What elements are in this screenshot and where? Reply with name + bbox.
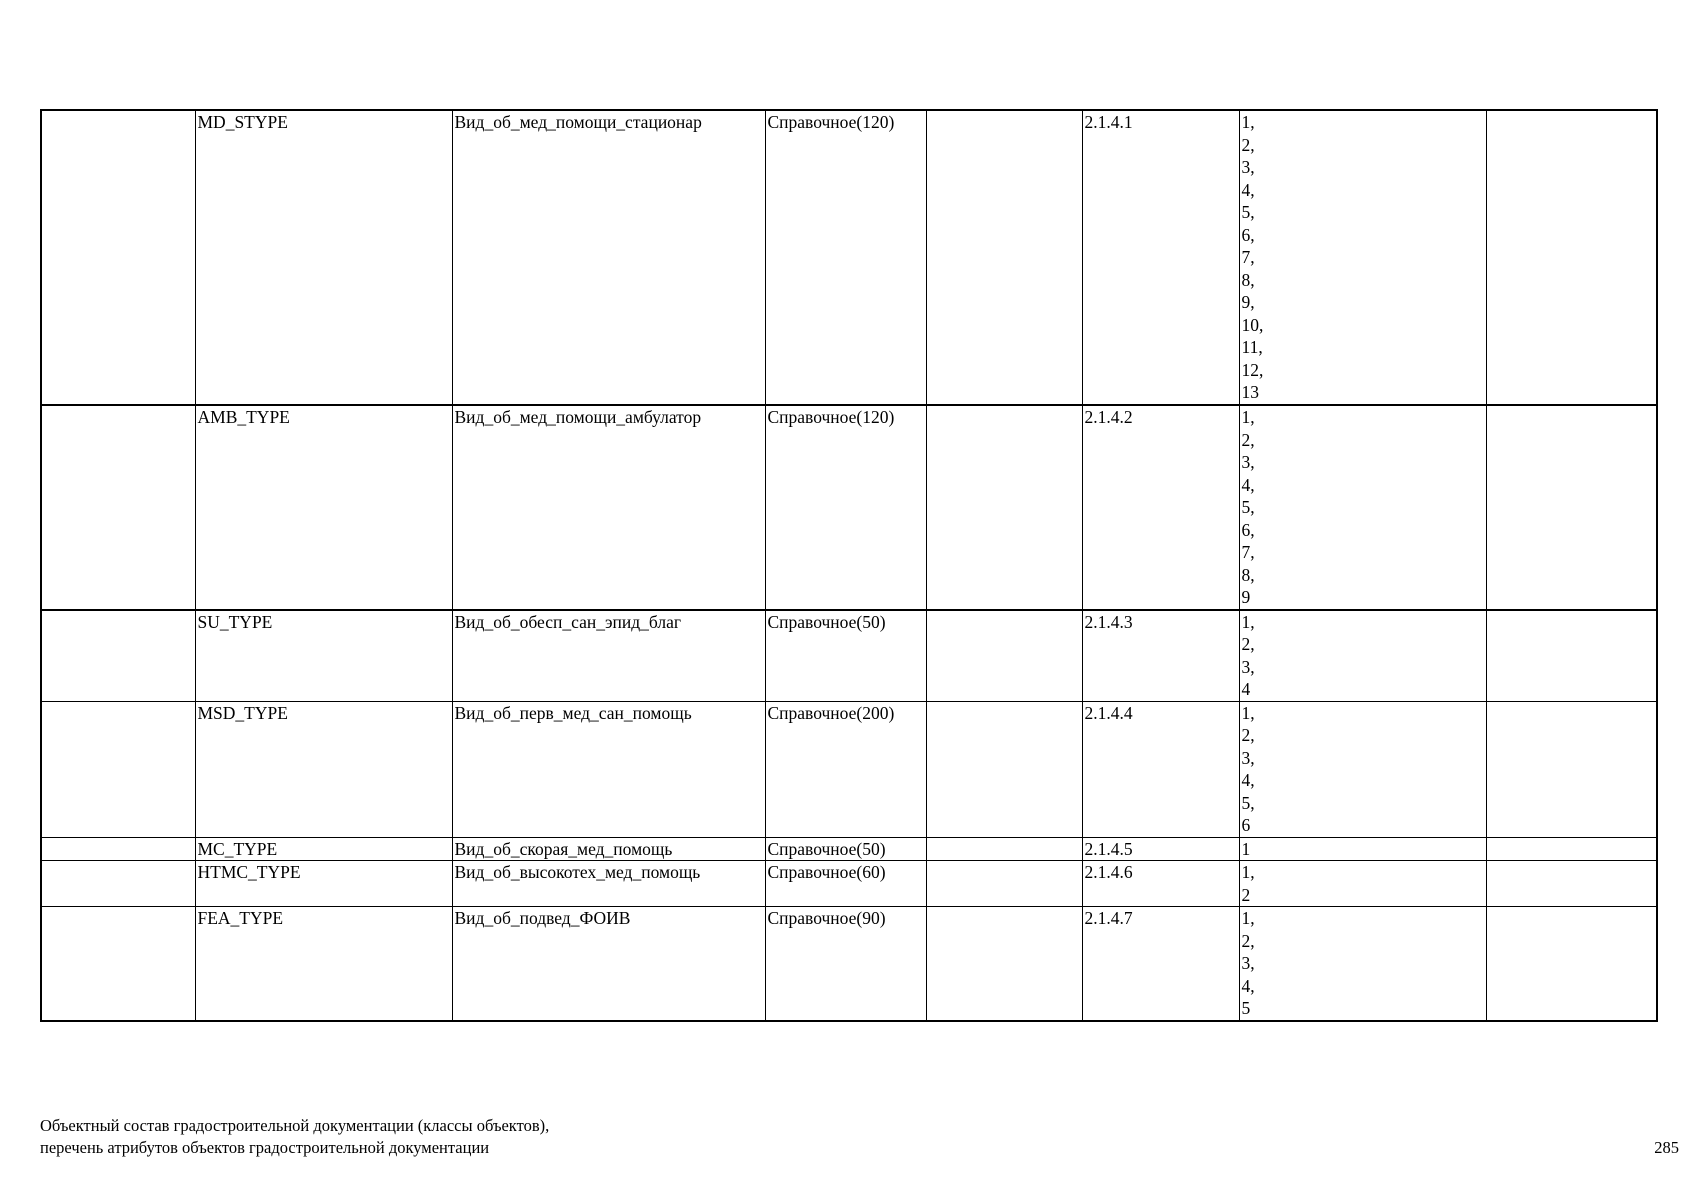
- empty-cell: [41, 405, 195, 610]
- value-item: 5,: [1241, 202, 1255, 222]
- value-item: 5,: [1241, 792, 1255, 813]
- attribute-extra: [926, 110, 1082, 405]
- attribute-name: Вид_об_обесп_сан_эпид_благ: [452, 610, 765, 702]
- attribute-code: HTMC_TYPE: [195, 861, 452, 907]
- value-item: 1,: [1241, 407, 1255, 427]
- attribute-name: Вид_об_скорая_мед_помощь: [452, 837, 765, 861]
- attribute-extra: [926, 861, 1082, 907]
- footer-caption-line: Объектный состав градостроительной документации (классы объектов),: [40, 1116, 550, 1135]
- value-item: 3,: [1241, 953, 1255, 973]
- attribute-code: SU_TYPE: [195, 610, 452, 702]
- value-item: 3,: [1241, 656, 1255, 677]
- value-item: 2,: [1241, 134, 1255, 155]
- page-number: 285: [1654, 1138, 1679, 1157]
- value-item: 4,: [1241, 770, 1255, 790]
- attribute-note: [1486, 907, 1657, 1021]
- attribute-type: Справочное(200): [765, 701, 926, 837]
- section-number: 2.1.4.7: [1082, 907, 1239, 1021]
- empty-cell: [41, 701, 195, 837]
- value-item: 4: [1241, 679, 1251, 699]
- value-item: 4,: [1241, 975, 1255, 996]
- value-item: 12,: [1241, 359, 1264, 380]
- attribute-name: Вид_об_мед_помощи_амбулатор: [452, 405, 765, 610]
- value-item: 8,: [1241, 564, 1255, 585]
- attribute-name: Вид_об_высокотех_мед_помощь: [452, 861, 765, 907]
- attribute-type: Справочное(120): [765, 110, 926, 405]
- attribute-extra: [926, 837, 1082, 861]
- attribute-extra: [926, 610, 1082, 702]
- footer-caption: [40, 1115, 549, 1159]
- section-number: 2.1.4.6: [1082, 861, 1239, 907]
- section-number: 2.1.4.4: [1082, 701, 1239, 837]
- attribute-note: [1486, 610, 1657, 702]
- table-row: [41, 110, 1657, 405]
- value-item: 6: [1241, 815, 1251, 835]
- empty-cell: [41, 110, 195, 405]
- value-item: 11,: [1241, 337, 1263, 357]
- empty-cell: [41, 861, 195, 907]
- value-item: 7,: [1241, 247, 1255, 267]
- attribute-values: [1239, 907, 1486, 1021]
- attribute-note: [1486, 405, 1657, 610]
- attribute-name: Вид_об_перв_мед_сан_помощь: [452, 701, 765, 837]
- attribute-code: MD_STYPE: [195, 110, 452, 405]
- attribute-values: [1239, 110, 1486, 405]
- value-item: 1,: [1241, 611, 1255, 632]
- table-row: [41, 610, 1657, 702]
- value-item: 8,: [1241, 269, 1255, 290]
- attribute-type: Справочное(60): [765, 861, 926, 907]
- section-number: 2.1.4.1: [1082, 110, 1239, 405]
- value-item: 9,: [1241, 292, 1255, 312]
- value-item: 5: [1241, 998, 1251, 1018]
- empty-cell: [41, 907, 195, 1021]
- value-item: 3,: [1241, 157, 1255, 177]
- value-item: 6,: [1241, 519, 1255, 540]
- attribute-values: [1239, 837, 1486, 861]
- attribute-note: [1486, 110, 1657, 405]
- attribute-code: AMB_TYPE: [195, 405, 452, 610]
- table-row: [41, 861, 1657, 907]
- attribute-values: [1239, 405, 1486, 610]
- attribute-code: MSD_TYPE: [195, 701, 452, 837]
- attribute-extra: [926, 907, 1082, 1021]
- attribute-code: MC_TYPE: [195, 837, 452, 861]
- attribute-note: [1486, 837, 1657, 861]
- table-row: [41, 907, 1657, 1021]
- footer-caption-line: перечень атрибутов объектов градостроительной документации: [40, 1138, 490, 1157]
- attributes-table: [40, 109, 1658, 1022]
- value-item: 2,: [1241, 930, 1255, 951]
- value-item: 9: [1241, 587, 1251, 607]
- value-item: 2: [1241, 884, 1251, 905]
- attribute-name: Вид_об_мед_помощи_стационар: [452, 110, 765, 405]
- value-item: 6,: [1241, 224, 1255, 245]
- section-number: 2.1.4.2: [1082, 405, 1239, 610]
- value-item: 3,: [1241, 747, 1255, 768]
- table-row: [41, 837, 1657, 861]
- attribute-extra: [926, 405, 1082, 610]
- value-item: 2,: [1241, 429, 1255, 450]
- attribute-extra: [926, 701, 1082, 837]
- attribute-type: Справочное(90): [765, 907, 926, 1021]
- attribute-values: [1239, 701, 1486, 837]
- attribute-code: FEA_TYPE: [195, 907, 452, 1021]
- value-item: 2,: [1241, 634, 1255, 654]
- value-item: 13: [1241, 382, 1259, 402]
- value-item: 4,: [1241, 179, 1255, 200]
- attribute-values: [1239, 861, 1486, 907]
- value-item: 5,: [1241, 497, 1255, 517]
- attribute-note: [1486, 701, 1657, 837]
- empty-cell: [41, 610, 195, 702]
- attribute-note: [1486, 861, 1657, 907]
- value-item: 4,: [1241, 474, 1255, 495]
- attribute-type: Справочное(120): [765, 405, 926, 610]
- attribute-type: Справочное(50): [765, 837, 926, 861]
- empty-cell: [41, 837, 195, 861]
- attribute-values: [1239, 610, 1486, 702]
- value-item: 1,: [1241, 862, 1255, 882]
- value-item: 3,: [1241, 452, 1255, 472]
- attribute-name: Вид_об_подвед_ФОИВ: [452, 907, 765, 1021]
- attribute-type: Справочное(50): [765, 610, 926, 702]
- section-number: 2.1.4.3: [1082, 610, 1239, 702]
- value-item: 1,: [1241, 702, 1255, 723]
- value-item: 1: [1241, 838, 1251, 859]
- value-item: 10,: [1241, 314, 1264, 335]
- value-item: 1,: [1241, 908, 1255, 928]
- value-item: 2,: [1241, 725, 1255, 745]
- section-number: 2.1.4.5: [1082, 837, 1239, 861]
- value-item: 7,: [1241, 542, 1255, 562]
- table-row: [41, 405, 1657, 610]
- table-row: [41, 701, 1657, 837]
- value-item: 1,: [1241, 112, 1255, 132]
